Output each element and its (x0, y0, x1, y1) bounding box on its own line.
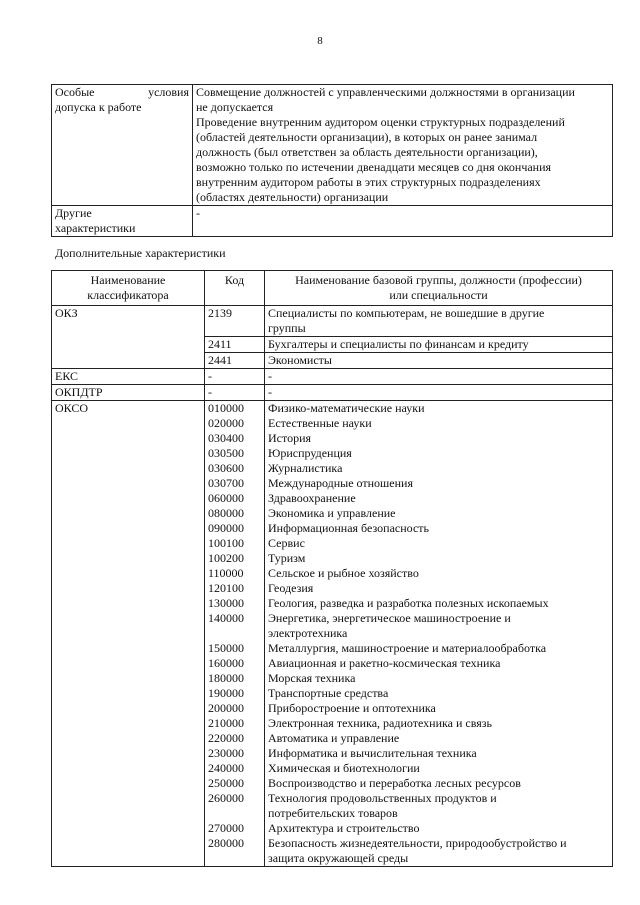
okso-title-line: Технология продовольственных продуктов и (268, 791, 497, 805)
okso-title-line: Транспортные средства (268, 686, 389, 700)
header-line: или специальности (389, 288, 488, 302)
okso-title-line: Электронная техника, радиотехника и связь (268, 716, 492, 730)
table-row (52, 85, 613, 206)
okso-code: 120100 (208, 581, 244, 595)
eks-code: - (205, 369, 265, 385)
header-line: Наименование базовой группы, должности (профессии) (295, 273, 582, 287)
title-cell (265, 306, 613, 337)
okso-title-line: Автоматика и управление (268, 731, 400, 745)
okso-code: 020000 (208, 416, 244, 430)
okso-title-line: Экономика и управление (268, 506, 396, 520)
code-cell: 2441 (205, 353, 265, 369)
content-line: Совмещение должностей с управленческими должностями в организации (196, 85, 575, 99)
label-line: характеристики (55, 221, 136, 235)
header-row (52, 271, 613, 306)
okso-title-line: Информационная безопасность (268, 521, 429, 535)
title-line: Бухгалтеры и специалисты по финансам и кредиту (268, 337, 529, 351)
okso-title-line: Международные отношения (268, 476, 413, 490)
okso-title-line: Приборостроение и оптотехника (268, 701, 436, 715)
table-row (52, 369, 613, 385)
okpdtr-title: - (265, 385, 613, 401)
row-label (52, 85, 193, 206)
okso-code: 280000 (208, 836, 244, 850)
content-line: внутренним аудитором работы в этих структурных подразделениях (196, 175, 541, 189)
content-line: возможно только по истечении двенадцати месяцев со дня окончания (196, 160, 552, 174)
content-line: не допускается (196, 100, 274, 114)
label-word: условия (148, 85, 189, 99)
okso-code: 100100 (208, 536, 244, 550)
okso-title-line: Авиационная и ракетно-космическая техника (268, 656, 501, 670)
table-row (52, 306, 613, 337)
eks-name: ЕКС (52, 369, 205, 385)
code-cell: 2411 (205, 337, 265, 353)
classifier-name: ОКЗ (52, 306, 205, 369)
okso-title-line: Юриспруденция (268, 446, 352, 460)
okso-code: 060000 (208, 491, 244, 505)
okso-title-line: Металлургия, машиностроение и материалообработка (268, 641, 547, 655)
okso-code: 110000 (208, 566, 244, 580)
okso-title-line: потребительских товаров (268, 806, 398, 820)
okso-title-line: Сельское и рыбное хозяйство (268, 566, 419, 580)
okso-title-line: Архитектура и строительство (268, 821, 420, 835)
okso-code-spacer (208, 851, 261, 866)
row-label (52, 206, 193, 237)
content-line: должность (был ответствен за область деятельности организации), (196, 145, 538, 159)
header-line: классификатора (87, 288, 169, 302)
okso-code: 190000 (208, 686, 244, 700)
okso-code: 180000 (208, 671, 244, 685)
okso-code: 250000 (208, 776, 244, 790)
okso-code: 010000 (208, 401, 244, 415)
header-classifier (52, 271, 205, 306)
title-cell (265, 337, 613, 353)
label-line: Другие (55, 206, 92, 220)
okso-title-line: Физико-математические науки (268, 401, 425, 415)
okso-code: 130000 (208, 596, 244, 610)
okso-title-line: Здравоохранение (268, 491, 356, 505)
content-line: Проведение внутренним аудитором оценки структурных подразделений (196, 115, 565, 129)
okso-code: 230000 (208, 746, 244, 760)
okso-title-line: Естественные науки (268, 416, 372, 430)
header-title (265, 271, 613, 306)
okso-title-line: Химическая и биотехнологии (268, 761, 420, 775)
okpdtr-name: ОКПДТР (52, 385, 205, 401)
okso-title-line: Сервис (268, 536, 305, 550)
okso-title-line: Морская техника (268, 671, 356, 685)
title-line: Специалисты по компьютерам, не вошедшие в другие (268, 306, 545, 320)
label-line: допуска к работе (55, 100, 142, 114)
okso-title-line: Энергетика, энергетическое машиностроение и (268, 611, 511, 625)
classifier-name: ОКСО (52, 401, 205, 867)
header-code: Код (205, 271, 265, 306)
okso-code: 030500 (208, 446, 244, 460)
okso-code: 140000 (208, 611, 244, 625)
content-line: (областях деятельности) организации (196, 190, 389, 204)
okso-title-line: Безопасность жизнедеятельности, природообустройство и (268, 836, 567, 850)
conditions-content (193, 85, 613, 206)
okso-code: 030600 (208, 461, 244, 475)
okso-title-line: Воспроизводство и переработка лесных ресурсов (268, 776, 521, 790)
code-cell: 2139 (205, 306, 265, 337)
header-line: Наименование (90, 273, 166, 287)
table-row (52, 385, 613, 401)
okso-title-line: Информатика и вычислительная техника (268, 746, 477, 760)
additional-characteristics-table (51, 270, 613, 867)
okso-code: 220000 (208, 731, 244, 745)
okso-code: 150000 (208, 641, 244, 655)
okso-title-line: История (268, 431, 312, 445)
other-characteristics-value: - (193, 206, 613, 237)
okso-code: 260000 (208, 791, 244, 805)
content-line: (областей деятельности организации), в которых он ранее занимал (196, 130, 538, 144)
okso-code: 240000 (208, 761, 244, 775)
okpdtr-code: - (205, 385, 265, 401)
okso-title-line: защита окружающей среды (268, 851, 409, 865)
okso-title-line: Туризм (268, 551, 306, 565)
table-row (52, 401, 613, 867)
okso-titles (265, 401, 613, 867)
okso-code: 030400 (208, 431, 244, 445)
title-line: Экономисты (268, 353, 332, 367)
okso-code: 080000 (208, 506, 244, 520)
title-line: группы (268, 321, 306, 335)
okso-codes (205, 401, 265, 867)
okso-title-line: Журналистика (268, 461, 343, 475)
okso-title-line: электротехника (268, 626, 348, 640)
title-cell (265, 353, 613, 369)
okso-code-spacer (208, 626, 261, 641)
okso-code: 160000 (208, 656, 244, 670)
conditions-table (51, 84, 613, 237)
okso-code-spacer (208, 806, 261, 821)
okso-code: 210000 (208, 716, 244, 730)
okso-code: 270000 (208, 821, 244, 835)
okso-title-line: Геология, разведка и разработка полезных ископаемых (268, 596, 549, 610)
okso-code: 100200 (208, 551, 244, 565)
okso-title-line: Геодезия (268, 581, 314, 595)
okso-code: 030700 (208, 476, 244, 490)
section-title: Дополнительные характеристики (55, 246, 226, 260)
eks-title: - (265, 369, 613, 385)
page-number: 8 (317, 35, 323, 47)
okso-code: 090000 (208, 521, 244, 535)
label-word: Особые (55, 85, 95, 99)
table-row (52, 206, 613, 237)
okso-code: 200000 (208, 701, 244, 715)
